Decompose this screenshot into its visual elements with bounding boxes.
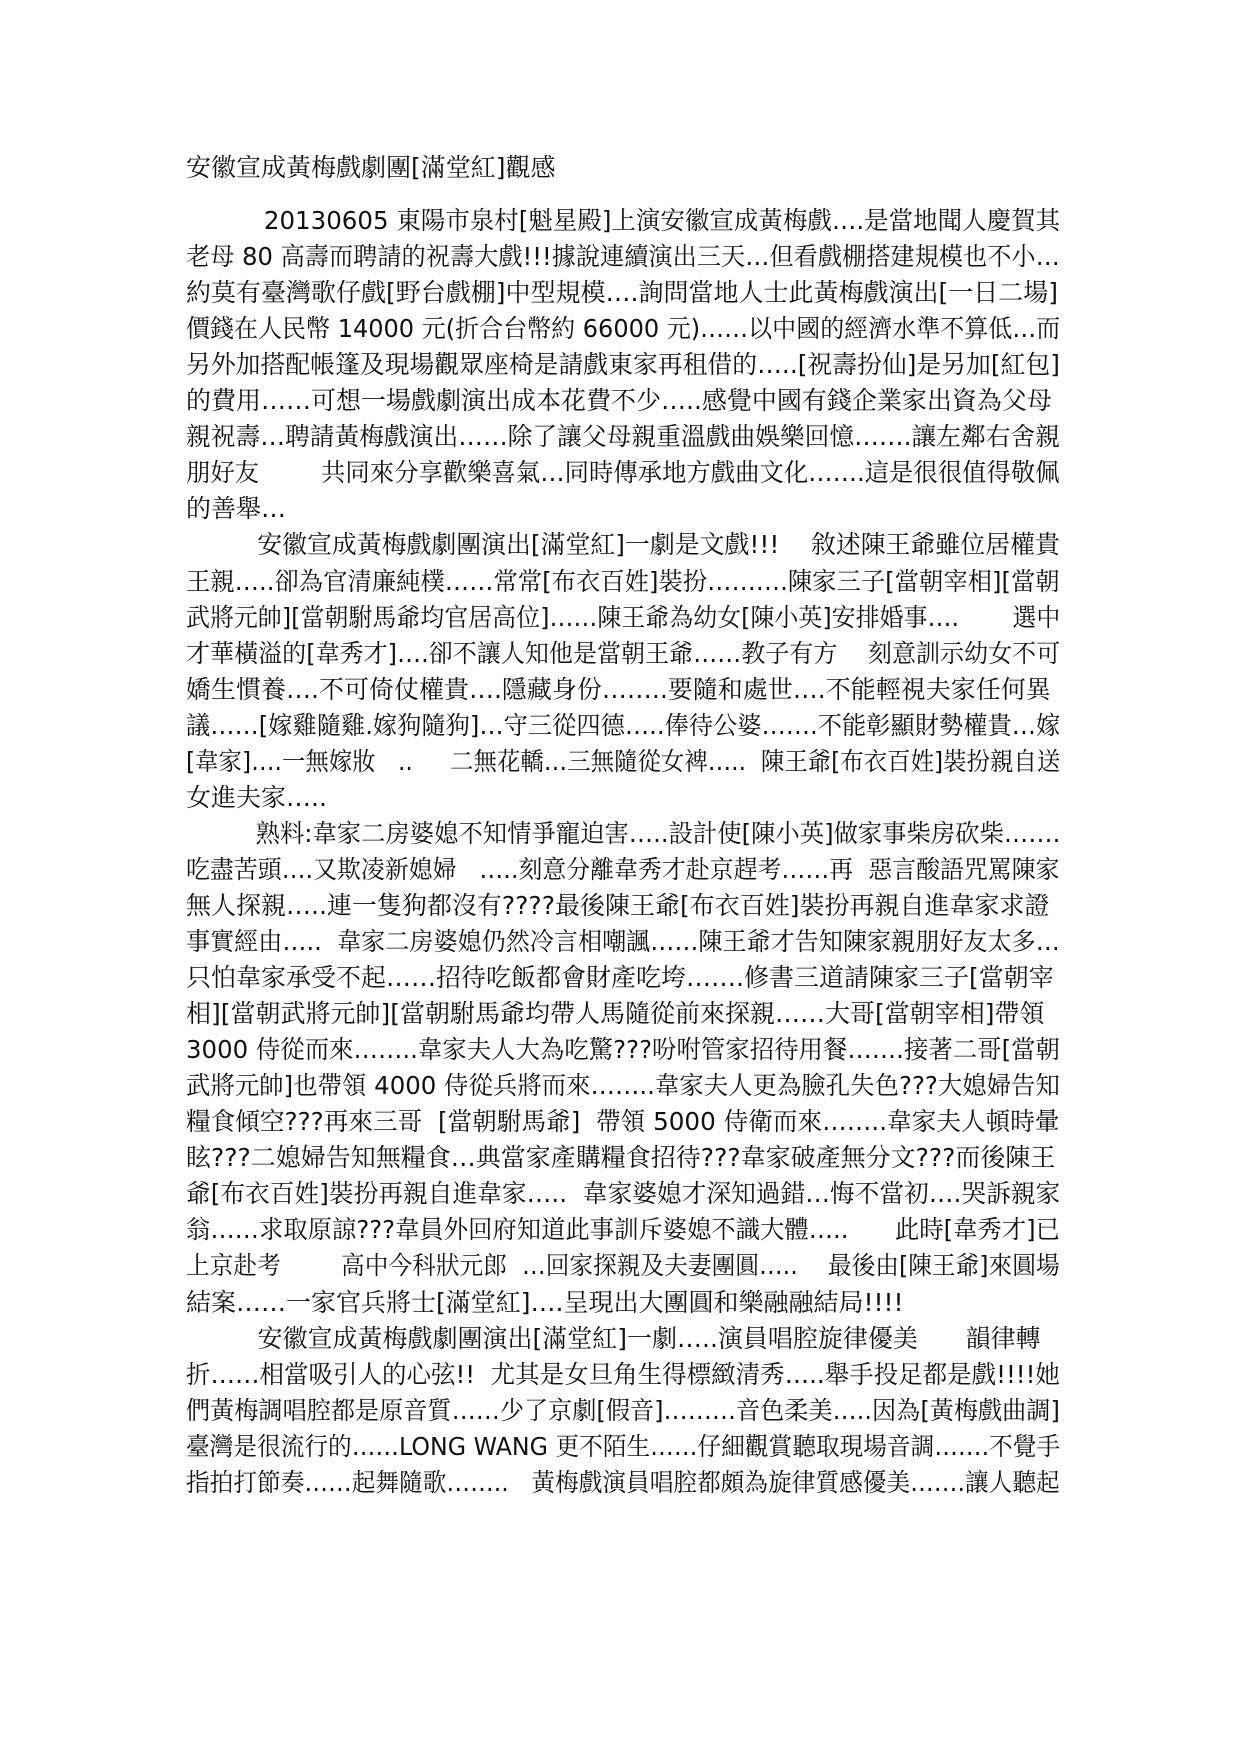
text-line: 嬌生慣養….不可倚仗權貴….隱藏身份……..要隨和處世….不能輕視夫家任何異 (186, 674, 1051, 704)
text-line: 爺[布衣百姓]裝扮再親自進韋家….. 韋家婆媳才深知過錯…悔不當初….哭訴親家 (186, 1179, 1061, 1209)
text-line: 上京赴考 高中今科狀元郎 …回家探親及夫妻團圓….. 最後由[陳王爺]來圓場 (186, 1251, 1060, 1281)
text-line: 翁……求取原諒???韋員外回府知道此事訓斥婆媳不識大體….. 此時[韋秀才]已 (186, 1215, 1060, 1245)
text-line: 指拍打節奏……起舞隨歌…….. 黃梅戲演員唱腔都頗為旋律質感優美…….讓人聽起 (186, 1467, 1060, 1497)
text-line: 們黃梅調唱腔都是原音質……少了京劇[假音]………音色柔美…..因為[黃梅戲曲調] (186, 1395, 1060, 1425)
text-line: 的善舉… (186, 494, 287, 524)
text-line: 武將元帥]也帶領 4000 侍從兵將而來……..韋家夫人更為臉孔失色???大媳婦告知 (186, 1071, 1060, 1101)
text-line: 老母 80 高壽而聘請的祝壽大戲!!!據說連續演出三天…但看戲棚搭建規模也不小… (186, 242, 1060, 272)
document-title: 安徽宣成黃梅戲劇團[滿堂紅]觀感 (186, 153, 556, 182)
text-line: 折……相當吸引人的心弦!! 尤其是女旦角生得標緻清秀…..舉手投足都是戲!!!!她 (186, 1359, 1060, 1389)
text-line: 相][當朝武將元帥][當朝駙馬爺均帶人馬隨從前來探親……大哥[當朝宰相]帶領 (186, 999, 1045, 1029)
text-line: 武將元帥][當朝駙馬爺均官居高位]……陳王爺為幼女[陳小英]安排婚事…. 選中 (186, 602, 1061, 632)
text-line: 王親…..卻為官清廉純樸……常常[布衣百姓]裝扮……….陳家三子[當朝宰相][當朝 (186, 566, 1060, 596)
text-line: 20130605 東陽市泉村[魁星殿]上演安徽宣成黃梅戲….是當地聞人慶賀其 (186, 206, 1061, 235)
text-line: 臺灣是很流行的……LONG WANG 更不陌生……仔細觀賞聽取現場音調…….不覺手 (186, 1431, 1061, 1461)
text-line: 眩???二媳婦告知無糧食…典當家產購糧食招待???韋家破產無分文???而後陳王 (186, 1143, 1056, 1173)
text-line: 朋好友 共同來分享歡樂喜氣…同時傳承地方戲曲文化…….這是很很值得敬佩 (186, 458, 1060, 488)
text-line: 糧食傾空???再來三哥 [當朝駙馬爺] 帶領 5000 侍衛而來……..韋家夫人頓時暈 (186, 1107, 1060, 1137)
text-line: [韋家]….一無嫁妝 .. 二無花轎…三無隨從女裨….. 陳王爺[布衣百姓]裝扮親自送 (186, 746, 1061, 776)
text-line: 只怕韋家承受不起……招待吃飯都會財產吃垮…….修書三道請陳家三子[當朝宰 (186, 963, 1054, 993)
text-line: 另外加搭配帳篷及現場觀眾座椅是請戲東家再租借的…..[祝壽扮仙]是另加[紅包] (186, 350, 1060, 380)
text-line: 親祝壽…聘請黃梅戲演出……除了讓父母親重溫戲曲娛樂回憶…….讓左鄰右舍親 (186, 422, 1060, 452)
text-line: 結案……一家官兵將士[滿堂紅]….呈現出大團圓和樂融融結局!!!! (186, 1287, 904, 1317)
text-line: 價錢在人民幣 14000 元(折合台幣約 66000 元)……以中國的經濟水準不算低…而 (186, 314, 1061, 344)
text-line: 吃盡苦頭….又欺凌新媳婦 …..刻意分離韋秀才赴京趕考……再 惡言酸語咒罵陳家 (186, 854, 1060, 884)
text-line: 事實經由….. 韋家二房婆媳仍然冷言相嘲諷……陳王爺才告知陳家親朋好友太多… (186, 927, 1060, 956)
text-line: 才華橫溢的[韋秀才]….卻不讓人知他是當朝王爺……教子有方 刻意訓示幼女不可 (186, 638, 1061, 668)
text-line: 女進夫家….. (186, 782, 327, 812)
text-line: 安徽宣成黃梅戲劇團演出[滿堂紅]一劇…..演員唱腔旋律優美 韻律轉 (186, 1323, 1041, 1353)
text-line: 安徽宣成黃梅戲劇團演出[滿堂紅]一劇是文戲!!! 敘述陳王爺雖位居權貴 (186, 530, 1060, 560)
text-line: 議……[嫁雞隨雞.嫁狗隨狗]…守三從四德…..俸待公婆…….不能彰顯財勢權貴…嫁 (186, 710, 1061, 740)
text-line: 無人探親…..連一隻狗都沒有????最後陳王爺[布衣百姓]裝扮再親自進韋家求證 (186, 890, 1050, 920)
text-line: 熟料:韋家二房婆媳不知情爭寵迫害…..設計使[陳小英]做家事柴房砍柴……. (186, 818, 1061, 848)
text-line: 約莫有臺灣歌仔戲[野台戲棚]中型規模….詢問當地人士此黃梅戲演出[一日二場] (186, 278, 1058, 308)
text-line: 3000 侍從而來……..韋家夫人大為吃驚???吩咐管家招待用餐…….接著二哥[當朝 (186, 1035, 1060, 1065)
text-line: 的費用……可想一場戲劇演出成本花費不少…..感覺中國有錢企業家出資為父母 (186, 386, 1052, 416)
